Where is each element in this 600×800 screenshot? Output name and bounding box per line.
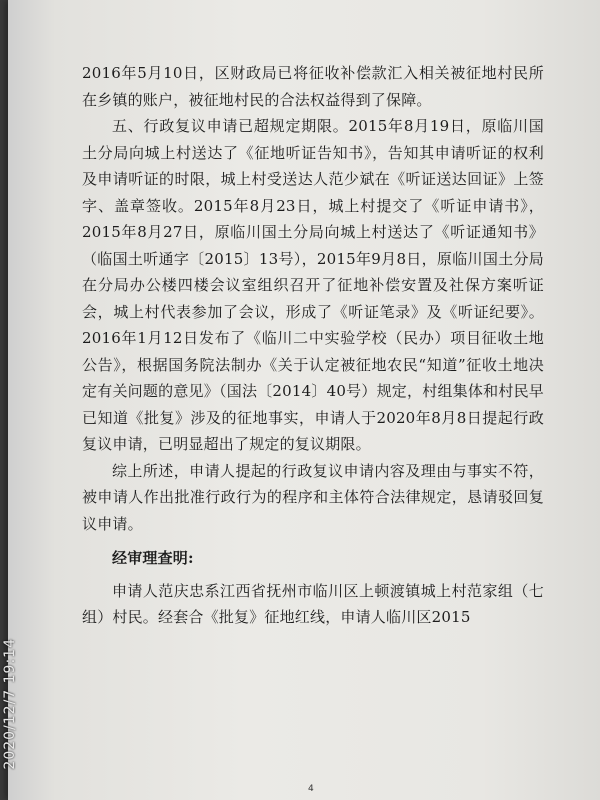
paragraph-findings: 申请人范庆忠系江西省抚州市临川区上顿渡镇城上村范家组（七组）村民。经套合《批复》征地红线，申请人临川区2015: [82, 581, 544, 626]
page-number: 4: [308, 784, 314, 794]
timestamp-watermark: 2020/12/7 19:14: [2, 638, 18, 770]
paragraph-conclusion: 综上所述，申请人提起的行政复议申请内容及理由与事实不符，被申请人作出批准行政行为的程序和主体符合法律规定，恳请驳回复议申请。: [82, 461, 544, 533]
document-body: [82, 60, 544, 631]
document-page: [8, 0, 600, 800]
paragraph-compensation: 2016年5月10日，区财政局已将征收补偿款汇入相关被征地村民所在乡镇的账户，被征地村民的合法权益得到了保障。: [82, 64, 544, 109]
section-heading: 经审理查明:: [112, 549, 194, 567]
paragraph-time-limit: 五、行政复议申请已超规定期限。2015年8月19日，原临川国土分局向城上村送达了《征地听证告知书》，告知其申请听证的权利及申请听证的时限，城上村受送达人范少斌在《听证送达回证》上签字、盖章签收。2015年8月23日，城上村提交了《听证申请书》，2015年8月27日，原临川国土分局向城上村送达了《听证通知书》（临国土听通字〔2015〕13号），2015年9月8日，原临川国土分局在分局办公楼四楼会议室组织召开了征地补偿安置及社保方案听证会，城上村代表参加了会议，形成了《听证笔录》及《听证纪要》。2016年1月12日发布了《临川二中实验学校（民办）项目征收土地公告》，根据国务院法制办《关于认定被征地农民“知道”征收土地决定有关问题的意见》（国法〔2014〕40号）规定，村组集体和村民早已知道《批复》涉及的征地事实，申请人于2020年8月8日提起行政复议申请，已明显超出了规定的复议期限。: [82, 117, 544, 453]
